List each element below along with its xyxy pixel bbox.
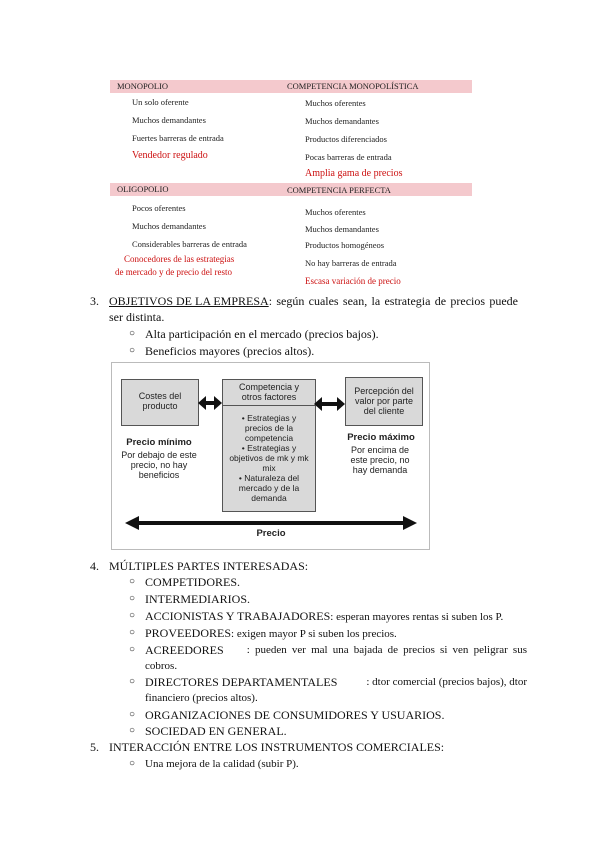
bullet-circle: ○ [129, 644, 136, 655]
monopolio-item: Muchos demandantes [132, 115, 206, 125]
stakeholder-head: DIRECTORES DEPARTAMENTALES [145, 675, 338, 689]
perfecta-item: Productos homogéneos [305, 240, 385, 250]
stakeholder-item [145, 609, 503, 624]
stakeholder-cont: cobros. [145, 660, 178, 672]
monopolio-highlight: Vendedor regulado [132, 150, 208, 161]
monopolistica-item: Muchos oferentes [305, 98, 366, 108]
competition-item: • Estrategias y precios de la competencia [241, 413, 297, 443]
section-3-title: OBJETIVOS DE LA EMPRESA [109, 294, 269, 308]
perfecta-highlight: Escasa variación de precio [305, 276, 401, 286]
oligopolio-item: Considerables barreras de entrada [132, 239, 247, 249]
max-price-title: Precio máximo [347, 432, 415, 443]
costs-label: Costes del producto [138, 391, 182, 411]
bullet-circle: ○ [129, 576, 136, 587]
section-5-bullet: Una mejora de la calidad (subir P). [145, 758, 299, 770]
bullet-circle: ○ [129, 709, 136, 720]
monopolistica-item: Productos diferenciados [305, 134, 387, 144]
section-3-text: : según cuales sean, la estrategia de precios puede [268, 294, 518, 308]
monopolistica-item: Muchos demandantes [305, 116, 379, 126]
oligopolio-highlight-2: de mercado y de precio del resto [115, 267, 232, 277]
stakeholder-item: INTERMEDIARIOS. [145, 592, 250, 606]
price-determinants-diagram [111, 362, 430, 550]
competition-item: • Naturaleza del mercado y de la demanda [238, 473, 300, 503]
bullet-circle: ○ [129, 676, 136, 687]
oligopolio-item: Muchos demandantes [132, 221, 206, 231]
stakeholder-head: ACCIONISTAS Y TRABAJADORES [145, 609, 331, 623]
oligopolio-item: Pocos oferentes [132, 203, 186, 213]
stakeholder-item [145, 643, 527, 657]
section-3-text-cont: ser distinta. [109, 310, 165, 324]
stakeholder-text: : dtor comercial (precios bajos), dtor [366, 676, 527, 688]
stakeholder-item: ORGANIZACIONES DE CONSUMIDORES Y USUARIOS. [145, 708, 445, 722]
oligopolio-title: OLIGOPOLIO [117, 184, 169, 194]
bullet-circle: ○ [129, 593, 136, 604]
perfecta-item: Muchos oferentes [305, 207, 366, 217]
monopolio-item: Un solo oferente [132, 97, 189, 107]
bullet-circle: ○ [129, 610, 136, 621]
section-5-heading: INTERACCIÓN ENTRE LOS INSTRUMENTOS COMERCIALES: [109, 740, 445, 754]
perfecta-item: No hay barreras de entrada [305, 258, 397, 268]
section-3-heading [109, 294, 527, 308]
stakeholder-text: : esperan mayores rentas si suben los P. [330, 611, 504, 623]
section-3-bullet: Alta participación en el mercado (precios bajos). [145, 327, 379, 341]
oligopolio-highlight-1: Conocedores de las estrategias [124, 254, 235, 264]
competition-item: • Estrategias y objetivos de mk y mk mix [229, 443, 309, 473]
section-3-bullet: Beneficios mayores (precios altos). [145, 344, 315, 358]
section-3-number: 3. [90, 294, 99, 308]
stakeholder-head: ACREEDORES [145, 643, 224, 657]
bullet-circle: ○ [129, 345, 136, 356]
competencia-monopolistica-title: COMPETENCIA MONOPOLÍSTICA [287, 81, 419, 91]
stakeholder-item [145, 675, 527, 689]
section-5-number: 5. [90, 740, 99, 754]
stakeholder-head: PROVEEDORES [145, 626, 232, 640]
monopolistica-highlight: Amplia gama de precios [305, 168, 403, 179]
bullet-circle: ○ [129, 725, 136, 736]
stakeholder-text: : pueden ver mal una bajada de precios si ven peligrar sus [246, 644, 527, 656]
value-perception-label: Percepción del valor por parte del cliente [354, 386, 414, 416]
section-4-heading: MÚLTIPLES PARTES INTERESADAS: [109, 559, 309, 573]
monopolio-title: MONOPOLIO [117, 81, 168, 91]
stakeholder-cont: financiero (precios altos). [145, 692, 258, 704]
min-price-title: Precio mínimo [126, 437, 192, 448]
price-axis-label: Precio [256, 528, 286, 539]
stakeholder-text: : exigen mayor P si suben los precios. [231, 628, 397, 640]
bullet-circle: ○ [129, 328, 136, 339]
stakeholder-item: SOCIEDAD EN GENERAL. [145, 724, 287, 738]
monopolistica-item: Pocas barreras de entrada [305, 152, 392, 162]
competition-title: Competencia y otros factores [238, 382, 300, 402]
section-4-number: 4. [90, 559, 99, 573]
bullet-circle: ○ [129, 627, 136, 638]
stakeholder-item: COMPETIDORES. [145, 575, 241, 589]
min-price-text: Por debajo de este precio, no hay beneficios [121, 450, 197, 480]
monopolio-item: Fuertes barreras de entrada [132, 133, 224, 143]
stakeholder-item [145, 626, 397, 641]
perfecta-item: Muchos demandantes [305, 224, 379, 234]
competencia-perfecta-title: COMPETENCIA PERFECTA [287, 185, 391, 195]
max-price-text: Por encima de este precio, no hay demanda [350, 445, 410, 475]
bullet-circle: ○ [129, 758, 136, 769]
